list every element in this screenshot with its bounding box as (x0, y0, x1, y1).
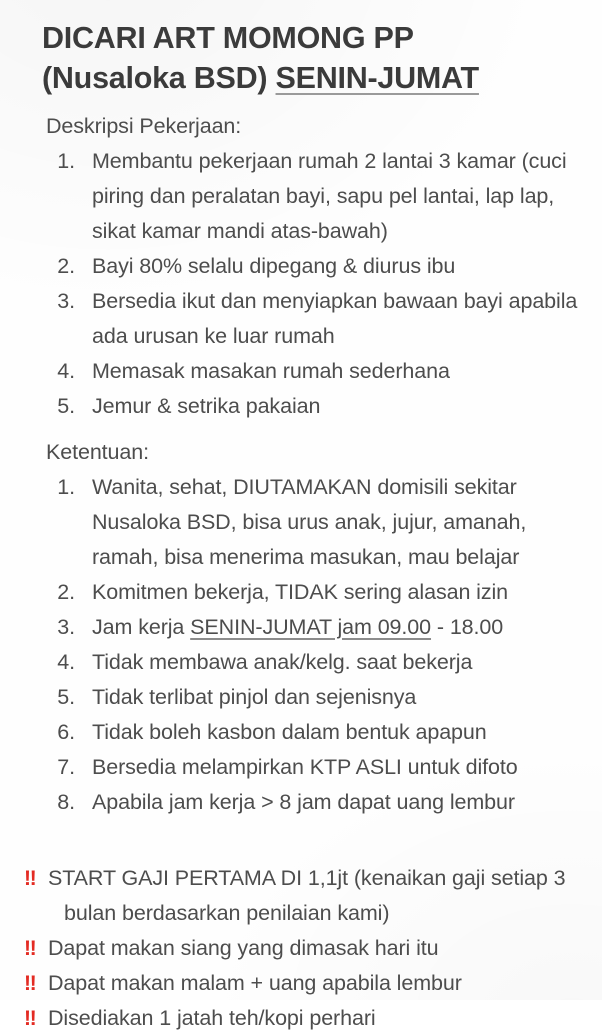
list-item-number: 2. (57, 579, 75, 604)
terms-heading: Ketentuan: (46, 439, 150, 464)
double-exclamation-icon: ‼ (24, 1006, 36, 1030)
list-item-number: 5. (57, 684, 75, 709)
description-heading: Deskripsi Pekerjaan: (46, 113, 242, 138)
list-item (42, 144, 584, 249)
list-item-number: 1. (57, 474, 75, 499)
title-line-2-plain: (Nusaloka BSD) (42, 61, 276, 96)
benefit-item (24, 931, 584, 966)
list-item-number: 4. (57, 358, 75, 383)
list-item-number: 8. (57, 789, 75, 814)
work-hours-suffix: - 18.00 (431, 614, 504, 639)
title-line-2-underlined: SENIN-JUMAT (275, 61, 479, 96)
list-item-number: 3. (57, 288, 75, 313)
benefit-text: START GAJI PERTAMA DI 1,1jt (kenaikan gaji setiap 3 bulan berdasarkan penilaian kami) (48, 865, 566, 925)
benefit-text: Disediakan 1 jatah teh/kopi perhari (48, 1005, 376, 1030)
section-spacer (42, 820, 584, 861)
list-item (42, 680, 584, 715)
list-item-number: 3. (57, 614, 75, 639)
work-hours-underlined: SENIN-JUMAT jam 09.00 (190, 614, 432, 639)
list-item-text: Tidak membawa anak/kelg. saat bekerja (92, 649, 473, 674)
list-item (42, 284, 584, 354)
list-item (42, 610, 584, 645)
double-exclamation-icon: ‼ (24, 936, 36, 960)
terms-section (42, 435, 584, 820)
list-item-number: 2. (57, 253, 75, 278)
work-hours-prefix: Jam kerja (92, 614, 191, 639)
benefits-section (24, 861, 584, 1036)
list-item (42, 470, 584, 575)
list-item-text: Bayi 80% selalu dipegang & diurus ibu (92, 253, 456, 278)
benefit-text: Dapat makan siang yang dimasak hari itu (48, 935, 439, 960)
list-item (42, 575, 584, 610)
list-item-text (92, 610, 584, 645)
title-line-1: DICARI ART MOMONG PP (42, 21, 414, 55)
list-item (42, 354, 584, 389)
list-item-text: Jemur & setrika pakaian (92, 393, 321, 418)
list-item-number: 5. (57, 393, 75, 418)
list-item-text: Wanita, sehat, DIUTAMAKAN domisili sekitar Nusaloka BSD, bisa urus anak, jujur, amanah, ramah, bisa menerima masukan, mau belajar (92, 474, 527, 569)
page-title (42, 18, 584, 99)
list-item (42, 389, 584, 424)
list-item (42, 715, 584, 750)
list-item (42, 249, 584, 284)
section-spacer (42, 424, 584, 435)
list-item-number: 6. (57, 719, 75, 744)
benefit-item (24, 1001, 584, 1036)
list-item (42, 750, 584, 785)
list-item-text: Membantu pekerjaan rumah 2 lantai 3 kamar (cuci piring dan peralatan bayi, sapu pel lantai, lap lap, sikat kamar mandi atas-bawah) (92, 148, 567, 243)
list-item-text: Komitmen bekerja, TIDAK sering alasan izin (92, 579, 509, 604)
list-item-number: 7. (57, 754, 75, 779)
list-item (42, 645, 584, 680)
benefit-item (24, 861, 584, 931)
terms-list (42, 470, 584, 820)
description-list (42, 144, 584, 424)
list-item-text: Tidak boleh kasbon dalam bentuk apapun (92, 719, 487, 744)
description-section (42, 109, 584, 424)
double-exclamation-icon: ‼ (24, 866, 36, 890)
list-item-text: Bersedia melampirkan KTP ASLI untuk difoto (92, 754, 518, 779)
list-item-text: Memasak masakan rumah sederhana (92, 358, 450, 383)
list-item-text: Apabila jam kerja > 8 jam dapat uang lembur (92, 789, 515, 814)
double-exclamation-icon: ‼ (24, 971, 36, 995)
benefit-text: Dapat makan malam + uang apabila lembur (48, 970, 462, 995)
list-item-number: 4. (57, 649, 75, 674)
list-item-text: Bersedia ikut dan menyiapkan bawaan bayi apabila ada urusan ke luar rumah (92, 288, 578, 348)
list-item (42, 785, 584, 820)
list-item-text: Tidak terlibat pinjol dan sejenisnya (92, 684, 417, 709)
benefit-item (24, 966, 584, 1001)
list-item-number: 1. (57, 148, 75, 173)
